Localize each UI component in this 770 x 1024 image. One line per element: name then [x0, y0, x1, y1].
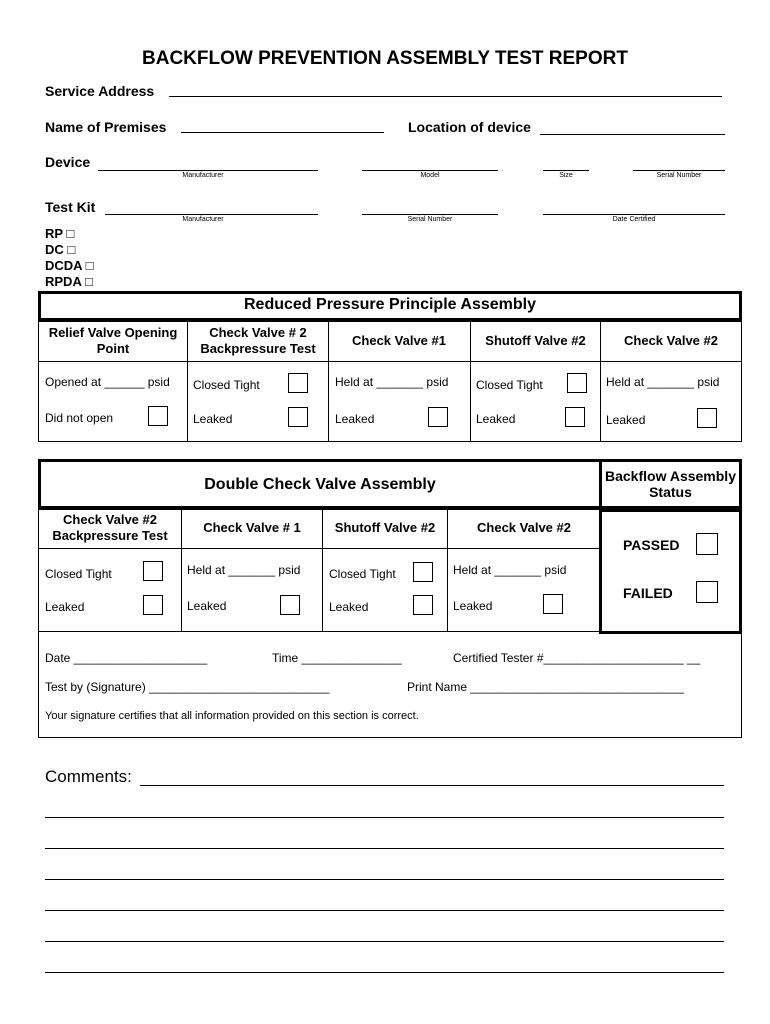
rp-leaked-checkbox-4[interactable] [697, 408, 717, 428]
device-label: Device [45, 154, 91, 170]
rp-leaked-checkbox-3[interactable] [565, 407, 585, 427]
device-model-field[interactable] [362, 170, 498, 171]
rp-did-not-open-label: Did not open [45, 411, 114, 425]
rp-leaked-checkbox-2[interactable] [428, 407, 448, 427]
rp-col-divider-1 [187, 321, 188, 442]
dc-shutoff-closed-tight-checkbox[interactable] [413, 562, 433, 582]
dc-leaked-checkbox-2[interactable] [280, 595, 300, 615]
status-title: Backflow Assembly Status [605, 468, 736, 500]
dc-shutoff-closed-tight-label: Closed Tight [329, 567, 396, 581]
dc-leaked-checkbox-4[interactable] [543, 594, 563, 614]
service-address-label: Service Address [45, 83, 155, 99]
dc-leaked-label-2: Leaked [187, 599, 227, 613]
dc-leaked-checkbox-1[interactable] [143, 595, 163, 615]
rp-closed-tight-label: Closed Tight [193, 378, 260, 392]
rp-leaked-label-2: Leaked [335, 412, 375, 426]
comments-line-1[interactable] [140, 785, 724, 786]
comments-line-4[interactable] [45, 879, 724, 880]
device-serial-field[interactable] [633, 170, 725, 171]
rp-col-divider-2 [328, 321, 329, 442]
comments-line-3[interactable] [45, 848, 724, 849]
status-box [599, 509, 742, 634]
test-by-signature-field[interactable]: Test by (Signature) ___________________________ [45, 680, 330, 694]
rp-leaked-label-1: Leaked [193, 412, 233, 426]
dc-title: Double Check Valve Assembly [204, 476, 436, 493]
device-manufacturer-caption: Manufacturer [182, 172, 224, 179]
report-title: BACKFLOW PREVENTION ASSEMBLY TEST REPORT [142, 48, 628, 69]
rp-shutoff-closed-tight-checkbox[interactable] [567, 373, 587, 393]
comments-line-7[interactable] [45, 972, 724, 973]
service-address-field[interactable] [169, 96, 722, 97]
test-kit-serial-caption: Serial Number [407, 216, 453, 223]
rp-col-divider-3 [470, 321, 471, 442]
name-of-premises-label: Name of Premises [45, 119, 167, 135]
dc-col-divider-2 [322, 509, 323, 631]
failed-label: FAILED [623, 585, 673, 601]
device-serial-caption: Serial Number [656, 172, 702, 179]
test-kit-serial-field[interactable] [362, 214, 498, 215]
test-kit-date-caption: Date Certified [612, 216, 656, 223]
rp-check-valve-2-held-at[interactable]: Held at _______ psid [606, 375, 720, 389]
rp-shutoff-closed-tight-label: Closed Tight [476, 378, 543, 392]
dc-check-valve-2-held-at[interactable]: Held at _______ psid [453, 563, 567, 577]
dc-bottom-divider [38, 631, 600, 632]
dc-checkbox[interactable]: DC □ [45, 242, 76, 257]
print-name-field[interactable]: Print Name ________________________________ [407, 680, 684, 694]
dc-closed-tight-checkbox[interactable] [143, 561, 163, 581]
rp-opened-at[interactable]: Opened at ______ psid [45, 375, 170, 389]
dcda-checkbox[interactable]: DCDA □ [45, 258, 94, 273]
location-of-device-field[interactable] [540, 134, 725, 135]
date-field[interactable]: Date ____________________ [45, 651, 208, 665]
rp-col-shutoff-valve-2: Shutoff Valve #2 [485, 333, 586, 348]
rp-title: Reduced Pressure Principle Assembly [244, 296, 536, 313]
dc-col-check-valve-2: Check Valve #2 [477, 520, 571, 535]
device-manufacturer-field[interactable] [98, 170, 318, 171]
rp-closed-tight-checkbox[interactable] [288, 373, 308, 393]
dc-col-check-valve-2-backpressure: Check Valve #2 Backpressure Test [52, 512, 168, 543]
certified-tester-field[interactable]: Certified Tester #_____________________ __ [453, 651, 701, 665]
device-model-caption: Model [420, 172, 440, 179]
test-kit-label: Test Kit [45, 199, 96, 215]
passed-label: PASSED [623, 537, 680, 553]
dc-col-divider-1 [181, 509, 182, 631]
test-kit-manufacturer-caption: Manufacturer [182, 216, 224, 223]
dc-leaked-label-1: Leaked [45, 600, 85, 614]
dc-closed-tight-label: Closed Tight [45, 567, 112, 581]
name-of-premises-field[interactable] [181, 132, 384, 133]
dc-col-divider-3 [447, 509, 448, 631]
rp-col-check-valve-2-backpressure: Check Valve # 2 Backpressure Test [200, 325, 316, 356]
passed-checkbox[interactable] [696, 533, 718, 555]
rp-check-valve-1-held-at[interactable]: Held at _______ psid [335, 375, 449, 389]
rp-leaked-checkbox-1[interactable] [288, 407, 308, 427]
device-size-field[interactable] [543, 170, 589, 171]
comments-line-6[interactable] [45, 941, 724, 942]
device-size-caption: Size [559, 172, 573, 179]
rp-checkbox[interactable]: RP □ [45, 226, 75, 241]
comments-line-5[interactable] [45, 910, 724, 911]
comments-line-2[interactable] [45, 817, 724, 818]
rp-col-divider-4 [600, 321, 601, 442]
rp-col-relief-valve: Relief Valve Opening Point [48, 325, 178, 356]
rp-col-check-valve-2: Check Valve #2 [624, 333, 718, 348]
time-field[interactable]: Time _______________ [272, 651, 402, 665]
rp-col-check-valve-1: Check Valve #1 [352, 333, 446, 348]
dc-col-check-valve-1: Check Valve # 1 [203, 520, 301, 535]
dc-leaked-checkbox-3[interactable] [413, 595, 433, 615]
rp-header-divider [38, 361, 742, 362]
dc-leaked-label-3: Leaked [329, 600, 369, 614]
test-kit-date-field[interactable] [543, 214, 725, 215]
failed-checkbox[interactable] [696, 581, 718, 603]
test-kit-manufacturer-field[interactable] [105, 214, 318, 215]
certification-statement: Your signature certifies that all information provided on this section is correct. [45, 710, 419, 722]
location-of-device-label: Location of device [408, 119, 531, 135]
dc-leaked-label-4: Leaked [453, 599, 493, 613]
rp-did-not-open-checkbox[interactable] [148, 406, 168, 426]
dc-check-valve-1-held-at[interactable]: Held at _______ psid [187, 563, 301, 577]
dc-header-divider [38, 548, 600, 549]
rpda-checkbox[interactable]: RPDA □ [45, 274, 93, 289]
comments-label: Comments: [45, 767, 132, 786]
rp-leaked-label-4: Leaked [606, 413, 646, 427]
dc-col-shutoff-valve-2: Shutoff Valve #2 [334, 520, 436, 535]
rp-leaked-label-3: Leaked [476, 412, 516, 426]
